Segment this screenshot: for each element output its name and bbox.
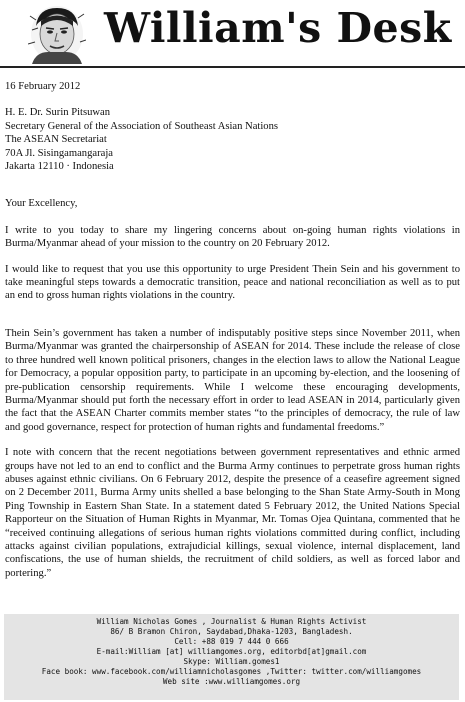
letter-date: 16 February 2012 <box>5 81 81 92</box>
footer-name-line: William Nicholas Gomes , Journalist & Human Rights Activist <box>96 617 367 626</box>
body-paragraph: I note with concern that the recent negotiations between government representatives and ethnic armed groups have not led to an end to conflict and the Burma Army continues to perpetrate gross human rights abuses against ethnic civilians. On 6 February 2012, despite the presence of a ceasefire agreement signed on 2 December 2011, Burma Army units shelled a base belonging to the Shan State Army-South in Mong Ping Township in Eastern Shan State. In a statement dated 5 February 2012, the United Nations Special Rapporteur on the Situation of Human Rights in Myanmar, Mr. Tomas Ojea Quintana, commented that he “received continuing allegations of serious human rights violations committed during conflict, including attacks against civilian populations, extrajudicial killings, sexual violence, internal displacement, land confiscations, the use of human shields, the recruitment of child soldiers, as well as forced labor and portering.” <box>5 447 460 579</box>
footer-email-line: E-mail:William [at] williamgomes.org, editorbd[at]gmail.com <box>96 647 367 656</box>
recipient-street: 70A Jl. Sisingamangaraja <box>5 147 113 159</box>
body-paragraph: Thein Sein’s government has taken a number of indisputably positive steps since November 2011, when Burma/Myanmar was granted the chairpersonship of ASEAN for 2014. These include the release of close to three hundred well known political prisoners, changes in the election laws to allow the National League for Democracy, a popular opposition party, to participate in an upcoming by-election, and the loosening of pre-publication censorship requirements. While I welcome these encouraging developments, Burma/Myanmar should put forth the necessary effort in order to lead ASEAN in 2014, particularly given the fact that the ASEAN Charter commits member states “to the principles of democracy, the rule of law and good governance, respect for protection of human rights and fundamental freedoms.” <box>5 327 460 433</box>
footer-social-line: Face book: www.facebook.com/williamnicholasgomes ,Twitter: twitter.com/williamgomes <box>41 667 422 676</box>
header-divider <box>0 66 465 68</box>
recipient-city: Jakarta 12110 · Indonesia <box>5 161 114 173</box>
contact-footer <box>4 614 459 700</box>
recipient-organization: The ASEAN Secretariat <box>5 134 107 146</box>
footer-website-line: Web site :www.williamgomes.org <box>162 677 301 686</box>
footer-skype-line: Skype: William.gomes1 <box>183 657 280 666</box>
letterhead-title: William's Desk <box>104 4 452 52</box>
footer-phone-line: Cell: +88 019 7 444 0 666 <box>174 637 289 646</box>
body-paragraph: I would like to request that you use this opportunity to urge President Thein Sein and his government to take meaningful steps towards a democratic transition, peace and national reconciliation as well as to put an end to gross human rights violations in the country. <box>5 263 460 302</box>
salutation: Your Excellency, <box>5 198 78 210</box>
author-portrait-image <box>28 4 86 64</box>
recipient-title: Secretary General of the Association of Southeast Asian Nations <box>5 120 279 132</box>
recipient-name: H. E. Dr. Surin Pitsuwan <box>5 107 111 119</box>
footer-address-line: 86/ B Bramon Chiron, Saydabad,Dhaka-1203, Bangladesh. <box>110 627 353 636</box>
letter-body <box>5 80 460 592</box>
body-paragraph: I write to you today to share my lingering concerns about on-going human rights violations in Burma/Myanmar ahead of your mission to the country on 20 February 2012. <box>5 224 460 250</box>
recipient-address <box>5 106 460 173</box>
letterhead <box>0 0 465 68</box>
